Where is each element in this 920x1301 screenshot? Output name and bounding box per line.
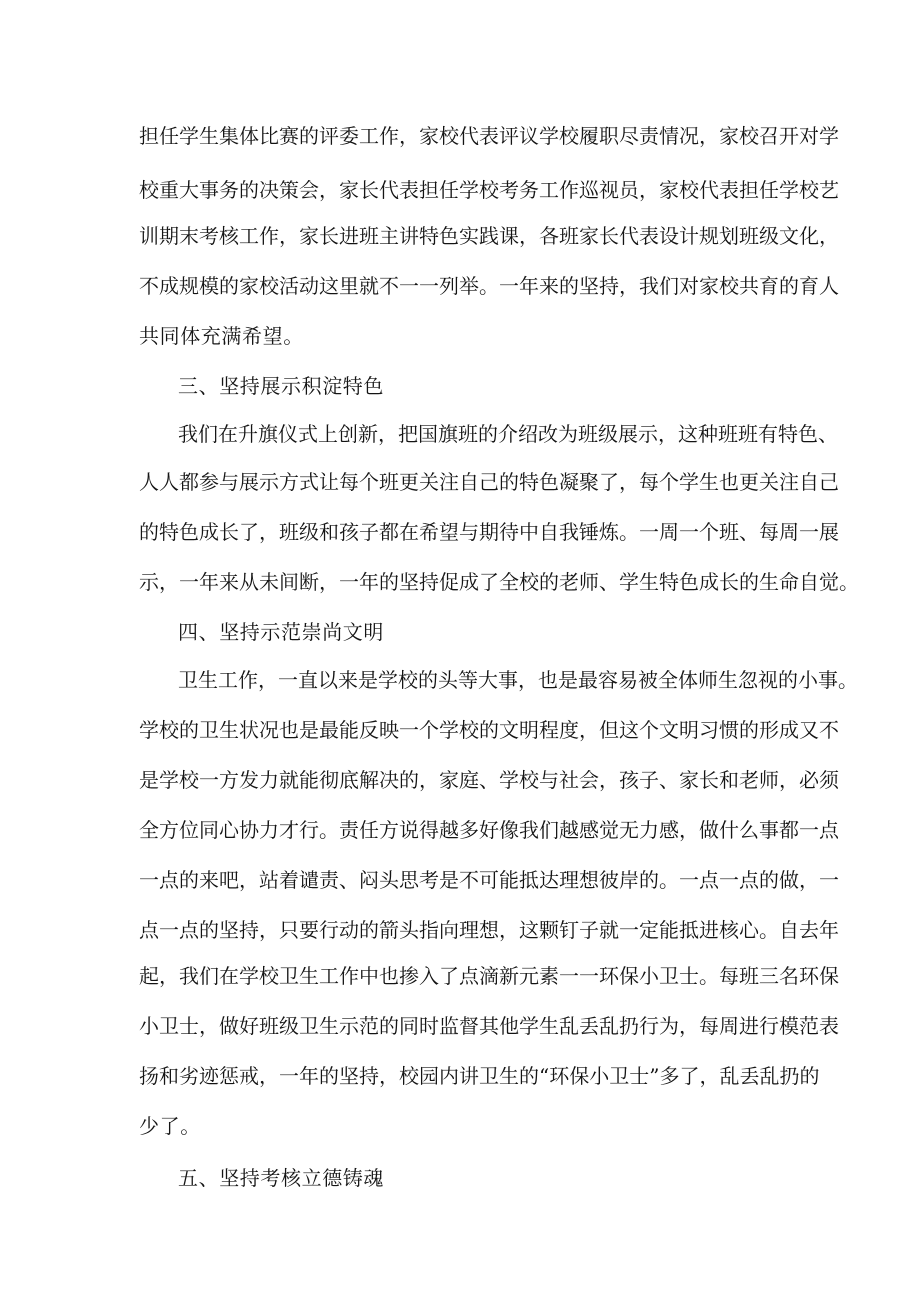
section-heading-3: 三、坚持展示积淀特色: [178, 374, 384, 398]
section-heading-5: 五、坚持考核立德铸魂: [178, 1166, 384, 1190]
section-heading-4: 四、坚持示范崇尚文明: [178, 620, 384, 644]
paragraph-1-line-1: 担任学生集体比赛的评委工作，家校代表评议学校履职尽责情况，家校召开对学: [139, 124, 839, 148]
paragraph-5-line-7: 起，我们在学校卫生工作中也掺入了点滴新元素一一环保小卫士。每班三名环保: [139, 964, 839, 988]
paragraph-1-line-2: 校重大事务的决策会，家长代表担任学校考务工作巡视员，家校代表担任学校艺: [139, 178, 839, 202]
paragraph-5-line-2: 学校的卫生状况也是最能反映一个学校的文明程度，但这个文明习惯的形成又不: [139, 718, 839, 742]
paragraph-5-line-6: 点一点的坚持，只要行动的箭头指向理想，这颗钉子就一定能抵进核心。自去年: [139, 918, 839, 942]
paragraph-5-line-9: 扬和劣迹惩戒，一年的坚持，校园内讲卫生的“环保小卫士”多了，乱丢乱扔的: [139, 1064, 820, 1088]
paragraph-1-line-4: 不成规模的家校活动这里就不一一列举。一年来的坚持，我们对家校共育的育人: [139, 274, 839, 298]
paragraph-3-line-4: 示，一年来从未间断，一年的坚持促成了全校的老师、学生特色成长的生命自觉。: [139, 570, 859, 594]
paragraph-3-line-3: 的特色成长了，班级和孩子都在希望与期待中自我锤炼。一周一个班、每周一展: [139, 520, 839, 544]
paragraph-5-line-8: 小卫士，做好班级卫生示范的同时监督其他学生乱丢乱扔行为，每周进行模范表: [139, 1014, 839, 1038]
paragraph-5-line-10: 少了。: [139, 1114, 201, 1138]
paragraph-1-line-3: 训期末考核工作，家长进班主讲特色实践课，各班家长代表设计规划班级文化，: [139, 224, 839, 248]
paragraph-5-line-1: 卫生工作，一直以来是学校的头等大事，也是最容易被全体师生忽视的小事。: [178, 668, 858, 692]
paragraph-3-line-2: 人人都参与展示方式让每个班更关注自己的特色凝聚了，每个学生也更关注自己: [139, 470, 839, 494]
paragraph-5-line-4: 全方位同心协力才行。责任方说得越多好像我们越感觉无力感，做什么事都一点: [139, 818, 839, 842]
paragraph-5-line-3: 是学校一方发力就能彻底解决的，家庭、学校与社会，孩子、家长和老师，必须: [139, 768, 839, 792]
paragraph-5-line-5: 一点的来吧，站着谴责、闷头思考是不可能抵达理想彼岸的。一点一点的做，一: [139, 868, 839, 892]
paragraph-1-line-5: 共同体充满希望。: [139, 324, 304, 348]
paragraph-3-line-1: 我们在升旗仪式上创新，把国旗班的介绍改为班级展示，这种班班有特色、: [178, 422, 838, 446]
